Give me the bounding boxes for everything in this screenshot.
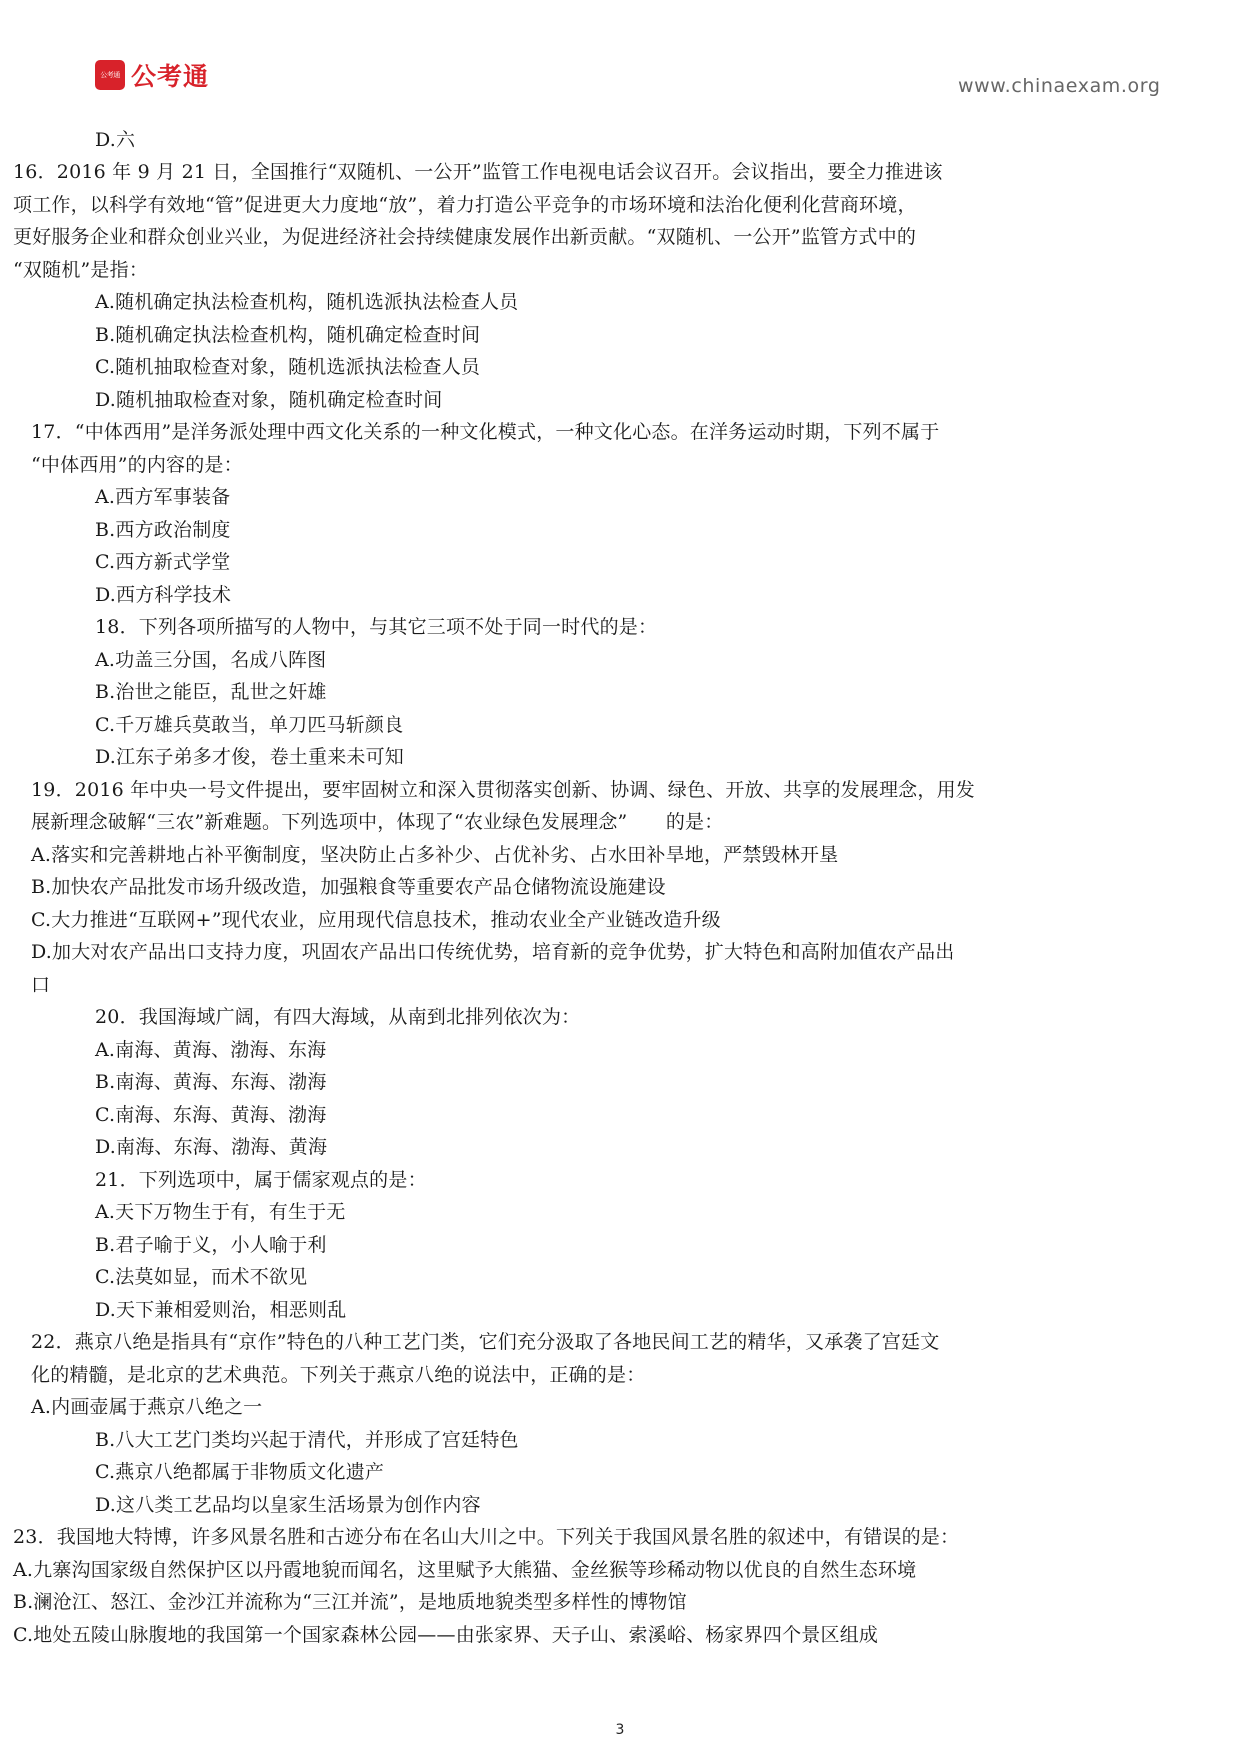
- text-line: 更好服务企业和群众创业兴业，为促进经济社会持续健康发展作出新贡献。“双随机、一公开”监管方式中的: [13, 226, 917, 248]
- text-line: “中体西用”的内容的是：: [31, 454, 243, 476]
- option-line: B.治世之能臣，乱世之奸雄: [95, 681, 327, 703]
- option-line: C.随机抽取检查对象，随机选派执法检查人员: [95, 356, 481, 378]
- option-line: B.澜沧江、怒江、金沙江并流称为“三江并流”，是地质地貌类型多样性的博物馆: [13, 1591, 687, 1613]
- option-line: C.法莫如显，而术不欲见: [95, 1266, 308, 1288]
- question-17-line: 17．“中体西用”是洋务派处理中西文化关系的一种文化模式，一种文化心态。在洋务运动时期，下列不属于: [31, 421, 940, 443]
- question-21-line: 21．下列选项中，属于儒家观点的是：: [95, 1169, 427, 1191]
- option-line: A.南海、黄海、渤海、东海: [95, 1039, 327, 1061]
- option-line: D.加大对农产品出口支持力度，巩固农产品出口传统优势，培育新的竞争优势，扩大特色和高附加值农产品出: [31, 941, 955, 963]
- option-line: A.随机确定执法检查机构，随机选派执法检查人员: [95, 291, 519, 313]
- option-line: A.西方军事装备: [95, 486, 231, 508]
- option-line: D.西方科学技术: [95, 584, 232, 606]
- option-line: A.落实和完善耕地占补平衡制度，坚决防止占多补少、占优补劣、占水田补旱地，严禁毁林开垦: [31, 844, 839, 866]
- question-23-line: 23．我国地大特博，许多风景名胜和古迹分布在名山大川之中。下列关于我国风景名胜的叙述中，有错误的是：: [13, 1526, 960, 1548]
- option-line: B.西方政治制度: [95, 519, 231, 541]
- question-16-line: 16．2016 年 9 月 21 日，全国推行“双随机、一公开”监管工作电视电话会议召开。会议指出，要全力推进该: [13, 161, 943, 183]
- question-19-line: 19．2016 年中央一号文件提出，要牢固树立和深入贯彻落实创新、协调、绿色、开放、共享的发展理念，用发: [31, 779, 975, 801]
- text-line: 口: [31, 974, 51, 996]
- option-line: C.千万雄兵莫敢当，单刀匹马斩颜良: [95, 714, 404, 736]
- option-line: C.大力推进“互联网+”现代农业，应用现代信息技术，推动农业全产业链改造升级: [31, 909, 721, 931]
- logo-badge-icon: 公考通: [95, 60, 125, 90]
- option-line: B.君子喻于义，小人喻于利: [95, 1234, 327, 1256]
- question-22-line: 22．燕京八绝是指具有“京作”特色的八种工艺门类，它们充分汲取了各地民间工艺的精华，又承袭了宫廷文: [31, 1331, 940, 1353]
- option-line: D.天下兼相爱则治，相恶则乱: [95, 1299, 347, 1321]
- logo-text: 公考通: [131, 62, 210, 91]
- option-line: B.随机确定执法检查机构，随机确定检查时间: [95, 324, 481, 346]
- question-20-line: 20．我国海域广阔，有四大海域，从南到北排列依次为：: [95, 1006, 581, 1028]
- option-line: B.八大工艺门类均兴起于清代，并形成了宫廷特色: [95, 1429, 519, 1451]
- text-line: D.六: [95, 129, 136, 151]
- text-line: 化的精髓，是北京的艺术典范。下列关于燕京八绝的说法中，正确的是：: [31, 1364, 646, 1386]
- option-line: D.这八类工艺品均以皇家生活场景为创作内容: [95, 1494, 481, 1516]
- option-line: A.内画壶属于燕京八绝之一: [31, 1396, 263, 1418]
- page-number: 3: [615, 1722, 625, 1738]
- text-line: 项工作，以科学有效地“管”促进更大力度地“放”，着力打造公平竞争的市场环境和法治化便利化营商环境，: [13, 194, 917, 216]
- option-line: B.加快农产品批发市场升级改造，加强粮食等重要农产品仓储物流设施建设: [31, 876, 666, 898]
- option-line: D.江东子弟多才俊，卷土重来未可知: [95, 746, 404, 768]
- option-line: C.燕京八绝都属于非物质文化遗产: [95, 1461, 385, 1483]
- option-line: A.天下万物生于有，有生于无: [95, 1201, 346, 1223]
- option-line: C.地处五陵山脉腹地的我国第一个国家森林公园——由张家界、天子山、索溪峪、杨家界四个景区组成: [13, 1624, 879, 1646]
- text-line: 展新理念破解“三农”新难题。下列选项中，体现了“农业绿色发展理念” 的是：: [31, 811, 724, 833]
- option-line: D.随机抽取检查对象，随机确定检查时间: [95, 389, 443, 411]
- text-line: “双随机”是指：: [13, 259, 149, 281]
- option-line: C.西方新式学堂: [95, 551, 231, 573]
- question-18-line: 18．下列各项所描写的人物中，与其它三项不处于同一时代的是：: [95, 616, 658, 638]
- brand-logo: [95, 57, 209, 93]
- site-url[interactable]: www.chinaexam.org: [958, 75, 1161, 97]
- option-line: D.南海、东海、渤海、黄海: [95, 1136, 328, 1158]
- option-line: B.南海、黄海、东海、渤海: [95, 1071, 327, 1093]
- option-line: C.南海、东海、黄海、渤海: [95, 1104, 327, 1126]
- option-line: A.九寨沟国家级自然保护区以丹霞地貌而闻名，这里赋予大熊猫、金丝猴等珍稀动物以优良的自然生态环境: [13, 1559, 917, 1581]
- option-line: A.功盖三分国，名成八阵图: [95, 649, 327, 671]
